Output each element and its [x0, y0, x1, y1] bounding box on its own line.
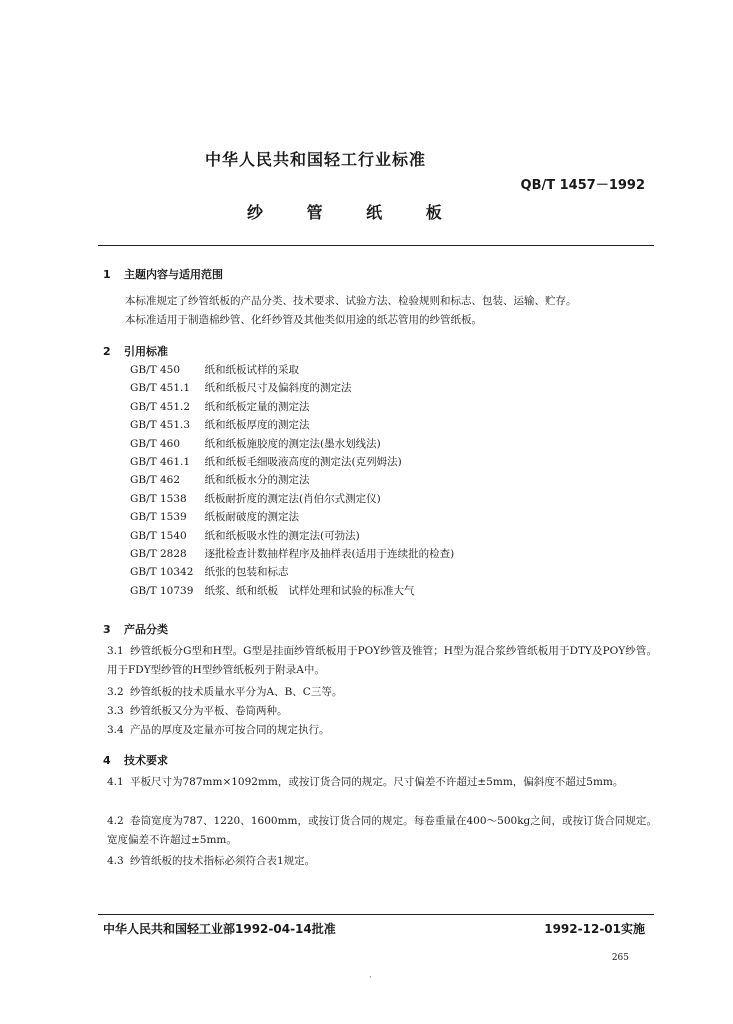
- ref-title: 纸和纸板试样的采取: [204, 364, 299, 376]
- list-item: [130, 546, 454, 564]
- clause-number: 3.3: [107, 705, 124, 717]
- list-item: [130, 380, 454, 398]
- clause-text: 纱管纸板又分为平板、卷筒两种。: [130, 705, 288, 717]
- ref-code: GB/T 451.1: [130, 382, 191, 395]
- page-number: 265: [611, 953, 629, 963]
- ref-code: GB/T 1539: [130, 511, 187, 524]
- clause-text: 纱管纸板分G型和H型。G型是挂面纱管纸板用于POY纱管及锥管；H型为混合浆纱管纸板用于DTY及POY纱管。用于FDY型纱管的H型纱管纸板列于附录A中。: [107, 645, 657, 676]
- ref-title: 纸和纸板施胶度的测定法(墨水划线法): [204, 437, 381, 450]
- ref-title: 纸和纸板厚度的测定法: [204, 419, 310, 432]
- list-item: [130, 399, 454, 417]
- ref-code: GB/T 10342: [130, 566, 194, 579]
- ref-code: GB/T 451.2: [130, 400, 191, 413]
- ref-code: GB/T 461.1: [130, 455, 191, 468]
- clause-number: 4.2: [107, 815, 124, 827]
- list-item: [130, 417, 454, 435]
- section-number: 4: [103, 754, 111, 767]
- section-title: 引用标准: [124, 345, 168, 358]
- clause-4-2: [107, 812, 657, 850]
- section-number: 3: [103, 623, 111, 636]
- clause-3-1: [107, 642, 657, 680]
- scope-paragraph: 本标准规定了纱管纸板的产品分类、技术要求、试验方法、检验规则和标志、包装、运输、贮存。: [125, 295, 577, 307]
- list-item: [130, 454, 454, 472]
- clause-number: 3.4: [107, 724, 124, 736]
- clause-4-3: [107, 852, 657, 871]
- standard-category-heading: 中华人民共和国轻工行业标准: [205, 150, 427, 169]
- ref-code: GB/T 460: [130, 437, 181, 450]
- clause-3-2: [107, 683, 657, 702]
- ref-code: GB/T 450: [130, 364, 181, 376]
- footer-rule: [98, 914, 654, 915]
- reference-standards-list: [130, 362, 454, 601]
- clause-number: 4.1: [107, 776, 124, 788]
- ref-code: GB/T 1538: [130, 492, 187, 505]
- ref-title: 纸和纸板水分的测定法: [204, 474, 310, 487]
- clause-text: 平板尺寸为787mm×1092mm，或按订货合同的规定。尺寸偏差不许超过±5mm，偏斜度不超过5mm。: [130, 776, 624, 788]
- ref-code: GB/T 2828: [130, 547, 187, 560]
- section-number: 2: [103, 345, 111, 358]
- scan-speck: ·: [369, 973, 372, 983]
- clause-4-1: [107, 773, 657, 792]
- clause-number: 3.2: [107, 686, 124, 698]
- clause-number: 3.1: [107, 645, 124, 657]
- ref-title: 纸张的包装和标志: [204, 566, 289, 579]
- section-2-heading: [103, 343, 168, 359]
- header-rule: [98, 245, 654, 246]
- ref-title: 纸和纸板吸水性的测定法(可勃法): [204, 529, 360, 542]
- section-title: 技术要求: [124, 754, 168, 767]
- ref-title: 纸和纸板定量的测定法: [204, 400, 310, 413]
- ref-code: GB/T 1540: [130, 529, 187, 542]
- ref-code: GB/T 10739: [130, 584, 194, 597]
- document-title: 纱 管 纸 板: [247, 203, 461, 222]
- standard-number: QB/T 1457－1992: [520, 178, 645, 193]
- ref-title: 纸板耐折度的测定法(肖伯尔式测定仪): [204, 492, 381, 505]
- ref-code: GB/T 462: [130, 474, 181, 487]
- clause-text: 产品的厚度及定量亦可按合同的规定执行。: [130, 724, 330, 736]
- implementation-date: 1992-12-01实施: [544, 922, 645, 936]
- clause-3-3: [107, 702, 657, 721]
- clause-text: 卷筒宽度为787、1220、1600mm，或按订货合同的规定。每卷重量在400～500kg之间，或按订货合同规定。宽度偏差不许超过±5mm。: [107, 815, 657, 846]
- approval-line: 中华人民共和国轻工业部1992-04-14批准: [103, 922, 336, 936]
- ref-title: 纸板耐破度的测定法: [204, 511, 299, 524]
- list-item: [130, 436, 454, 454]
- list-item: [130, 564, 454, 582]
- clause-text: 纱管纸板的技术指标必须符合表1规定。: [130, 855, 316, 867]
- list-item: [130, 491, 454, 509]
- list-item: [130, 528, 454, 546]
- clause-text: 纱管纸板的技术质量水平分为A、B、C三等。: [130, 686, 343, 698]
- ref-code: GB/T 451.3: [130, 419, 191, 432]
- list-item: [130, 362, 454, 380]
- section-title: 产品分类: [124, 623, 168, 636]
- list-item: [130, 509, 454, 527]
- section-1-heading: [103, 266, 223, 282]
- clause-3-4: [107, 721, 657, 740]
- applicability-paragraph: 本标准适用于制造棉纱管、化纤纱管及其他类似用途的纸芯管用的纱管纸板。: [125, 314, 482, 326]
- ref-title: 逐批检查计数抽样程序及抽样表(适用于连续批的检查): [204, 547, 455, 560]
- list-item: [130, 583, 454, 601]
- section-title: 主题内容与适用范围: [124, 268, 223, 281]
- ref-title: 纸和纸板尺寸及偏斜度的测定法: [204, 382, 352, 395]
- list-item: [130, 472, 454, 490]
- ref-title: 纸浆、纸和纸板 试样处理和试验的标准大气: [204, 584, 415, 597]
- ref-title: 纸和纸板毛细吸液高度的测定法(克列姆法): [204, 455, 402, 468]
- clause-number: 4.3: [107, 855, 124, 867]
- section-number: 1: [103, 268, 111, 281]
- section-4-heading: [103, 752, 168, 768]
- section-3-heading: [103, 621, 168, 637]
